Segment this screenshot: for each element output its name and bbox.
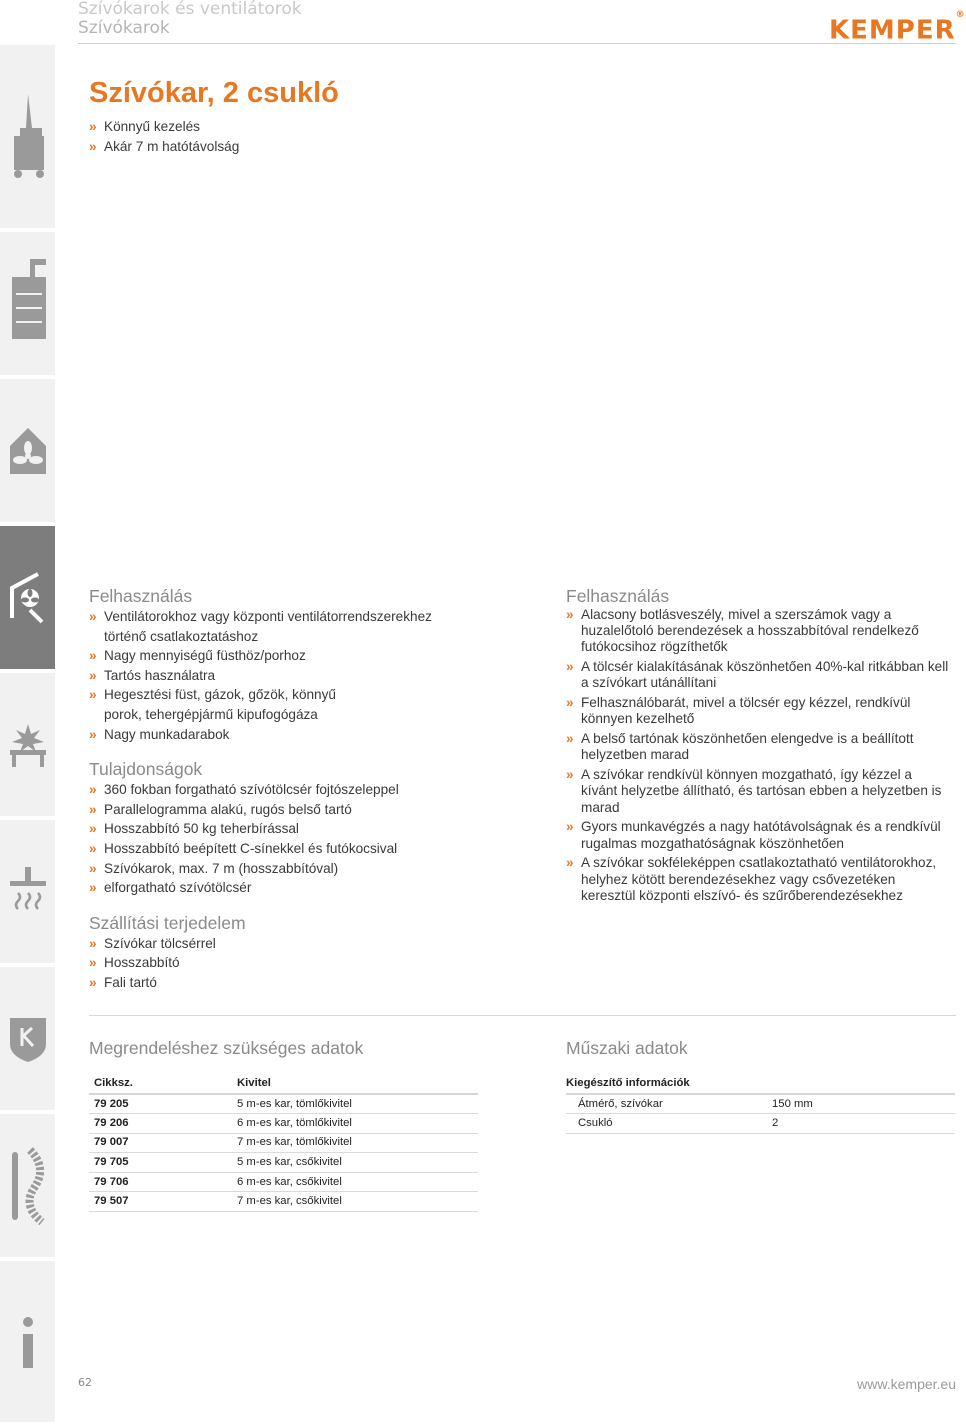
scope-heading: Szállítási terjedelem: [89, 912, 246, 933]
scope-item: » Fali tartó: [89, 973, 469, 993]
sidebar-tile-fan[interactable]: [0, 379, 55, 524]
variant: 7 m-es kar, tömlőkivitel: [232, 1133, 478, 1153]
table-header-row: [89, 1074, 478, 1094]
usage-item: » Nagy munkadarabok: [89, 725, 469, 745]
sidebar-tile-hood[interactable]: [0, 820, 55, 965]
hoses-icon: [8, 1146, 48, 1226]
sidebar-tile-table[interactable]: [0, 673, 55, 818]
features-section: [89, 758, 469, 898]
sidebar-tile-arm[interactable]: [0, 526, 55, 671]
variant: 6 m-es kar, tömlőkivitel: [232, 1114, 478, 1134]
feature-item: » Hosszabbító 50 kg teherbírással: [89, 819, 469, 839]
table-row: [89, 1094, 478, 1114]
filter-system-icon: [8, 259, 48, 349]
variant: 7 m-es kar, csőkivitel: [232, 1192, 478, 1212]
section-divider: [89, 1015, 956, 1016]
fan-icon: [8, 426, 48, 476]
table-row: [89, 1133, 478, 1153]
benefit-item: » Gyors munkavégzés a nagy hatótávolságnak és a rendkívül rugalmas mozgathatóságnak köszönhetően: [566, 819, 951, 851]
mobile-extractor-icon: [8, 92, 48, 182]
usage-item: » Nagy mennyiségű füsthöz/porhoz: [89, 646, 469, 666]
tech-heading: Műszaki adatok: [566, 1038, 688, 1058]
usage-section: [89, 585, 469, 744]
right-column: [566, 585, 951, 908]
usage-item: » Ventilátorokhoz vagy központi ventilátorrendszerekhez történő csatlakoztatáshoz: [89, 607, 469, 646]
spec-value: 150 mm: [760, 1094, 955, 1114]
page-number: 62: [78, 1376, 92, 1389]
column-header: Cikksz.: [89, 1074, 232, 1094]
article-number: 79 507: [89, 1192, 232, 1212]
benefit-item: » A szívókar sokféleképpen csatlakoztatható ventilátorokhoz, helyhez kötött berendezésekhez vagy csővezetéken keresztül központi elszívó- és szűrőberendezésekhez: [566, 855, 951, 904]
table-row: [89, 1153, 478, 1173]
tech-table: [566, 1074, 955, 1134]
features-heading: Tulajdonságok: [89, 759, 203, 780]
order-table: [89, 1074, 478, 1212]
table-header-row: [566, 1074, 955, 1094]
article-number: 79 706: [89, 1172, 232, 1192]
table-row: [566, 1094, 955, 1114]
category-sidebar: [0, 45, 55, 1424]
feature-item: » 360 fokban forgatható szívótölcsér fojtószeleppel: [89, 780, 469, 800]
header-divider: [78, 43, 956, 44]
spec-value: 2: [760, 1114, 955, 1134]
kemper-logo: KEMPER®: [829, 10, 966, 46]
usage-item: » Tartós használatra: [89, 666, 469, 686]
table-row: [89, 1172, 478, 1192]
footer-url[interactable]: www.kemper.eu: [857, 1376, 956, 1392]
sidebar-tile-filter[interactable]: [0, 232, 55, 377]
sidebar-tile-hoses[interactable]: [0, 1114, 55, 1259]
variant: 5 m-es kar, csőkivitel: [232, 1153, 478, 1173]
column-header: Kiegészítő információk: [566, 1074, 955, 1094]
feature-item: » Hosszabbító beépített C-sínekkel és futókocsival: [89, 839, 469, 859]
intro-item: » Akár 7 m hatótávolság: [89, 137, 239, 157]
hood-icon: [8, 867, 48, 917]
intro-item: » Könnyű kezelés: [89, 117, 239, 137]
benefit-item: » A belső tartónak köszönhetően elengedve is a beállított helyzetben marad: [566, 731, 951, 763]
feature-item: » elforgatható szívótölcsér: [89, 878, 469, 898]
sidebar-tile-mobile[interactable]: [0, 45, 55, 230]
left-column: [89, 585, 469, 1007]
benefits-heading: Felhasználás: [566, 586, 670, 606]
welding-table-icon: [8, 720, 48, 770]
scope-item: » Hosszabbító: [89, 953, 469, 973]
usage-heading: Felhasználás: [89, 586, 193, 606]
spec-label: Csukló: [566, 1114, 760, 1134]
article-number: 79 205: [89, 1094, 232, 1114]
benefit-item: » Alacsony botlásveszély, mivel a szerszámok vagy a huzalelőtoló berendezések a hosszabbítóval rendelkező futókocsihoz rögzíthetők: [566, 607, 951, 656]
benefit-item: » A szívókar rendkívül könnyen mozgatható, így kézzel a kívánt helyzetbe állítható, és tartósan ebben a helyzetben is marad: [566, 767, 951, 816]
page-title: Szívókar, 2 csukló: [89, 77, 339, 109]
variant: 5 m-es kar, tömlőkivitel: [232, 1094, 478, 1114]
feature-item: » Szívókarok, max. 7 m (hosszabbítóval): [89, 859, 469, 879]
spec-label: Átmérő, szívókar: [566, 1094, 760, 1114]
sidebar-tile-info[interactable]: [0, 1261, 55, 1424]
order-heading: Megrendeléshez szükséges adatok: [89, 1038, 364, 1058]
article-number: 79 705: [89, 1153, 232, 1173]
header-subcategory: Szívókarok: [78, 18, 170, 38]
sidebar-tile-k[interactable]: [0, 967, 55, 1112]
feature-item: » Parallelogramma alakú, rugós belső tartó: [89, 800, 469, 820]
article-number: 79 007: [89, 1133, 232, 1153]
benefit-item: » Felhasználóbarát, mivel a tölcsér egy kézzel, rendkívül könnyen kezelhető: [566, 695, 951, 727]
usage-item: » Hegesztési füst, gázok, gőzök, könnyű porok, tehergépjármű kipufogógáza: [89, 685, 349, 724]
header-category: Szívókarok és ventilátorok: [78, 0, 302, 19]
info-icon: [13, 1312, 43, 1372]
table-row: [89, 1192, 478, 1212]
scope-item: » Szívókar tölcsérrel: [89, 934, 469, 954]
table-row: [566, 1114, 955, 1134]
table-row: [89, 1114, 478, 1134]
article-number: 79 206: [89, 1114, 232, 1134]
variant: 6 m-es kar, csőkivitel: [232, 1172, 478, 1192]
extraction-arm-icon: [8, 568, 48, 628]
benefit-item: » A tölcsér kialakításának köszönhetően 40%-kal ritkábban kell a szívókart utánállítani: [566, 659, 951, 691]
scope-section: [89, 912, 469, 993]
intro-list: [89, 117, 239, 157]
k-shield-icon: [8, 1014, 48, 1064]
column-header: Kivitel: [232, 1074, 478, 1094]
